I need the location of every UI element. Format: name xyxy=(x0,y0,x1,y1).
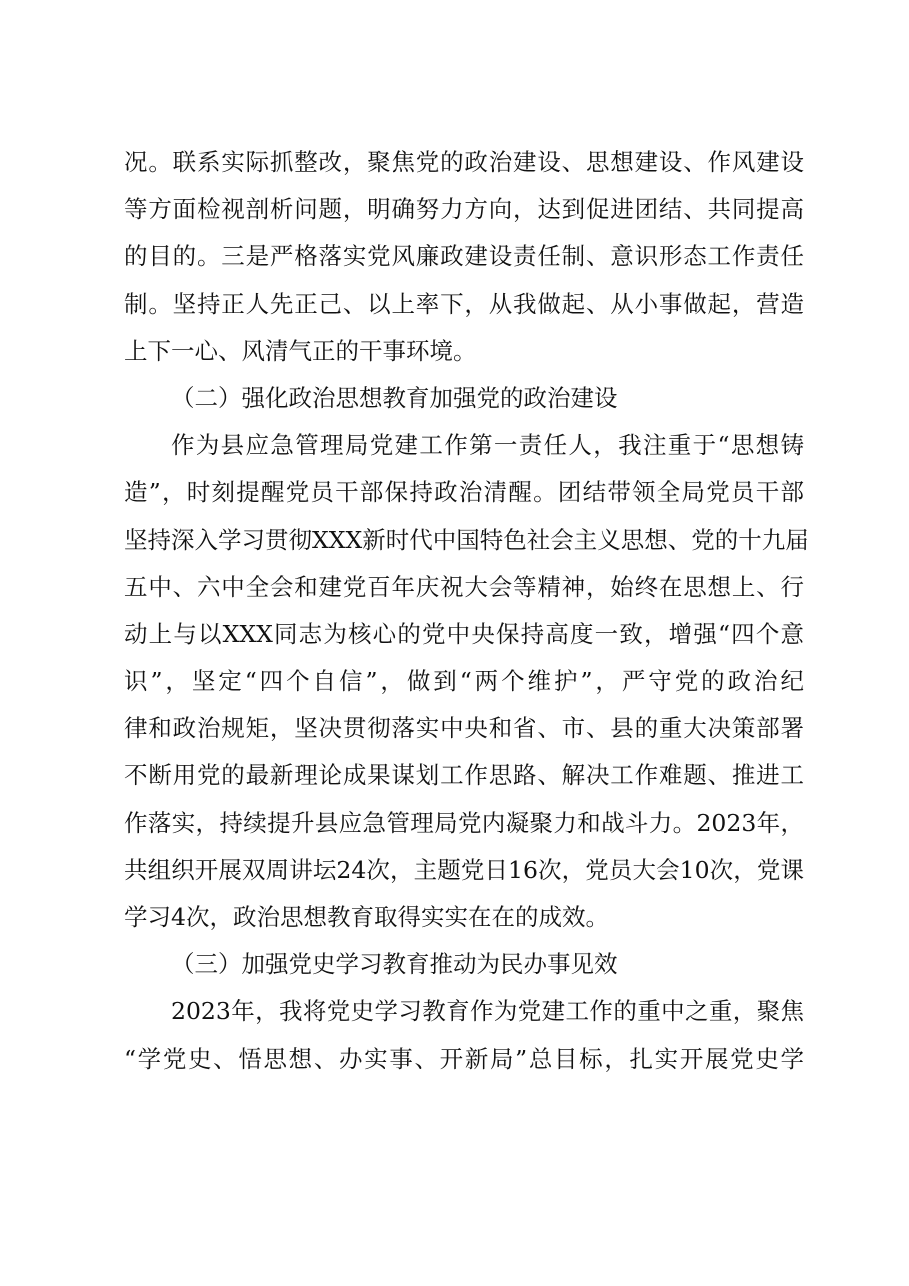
paragraph-line: 2023年，我将党史学习教育作为党建工作的重中之重，聚焦 xyxy=(171,997,804,1026)
paragraph-line: 共组织开展双周讲坛24次，主题党日16次，党员大会10次，党课 xyxy=(124,855,804,884)
paragraph-line: 上下一心、风清气正的干事环境。 xyxy=(124,336,477,365)
document-body xyxy=(124,139,809,1083)
paragraph-line: 的目的。三是严格落实党风廉政建设责任制、意识形态工作责任 xyxy=(124,242,804,271)
paragraph-line: 律和政治规矩，坚决贯彻落实中央和省、市、县的重大决策部署 xyxy=(124,714,804,743)
paragraph-line: 作为县应急管理局党建工作第一责任人，我注重于“思想铸 xyxy=(171,431,804,460)
section-heading: （二）强化政治思想教育加强党的政治建设 xyxy=(171,383,618,412)
paragraph-line: 等方面检视剖析问题，明确努力方向，达到促进团结、共同提高 xyxy=(124,195,804,224)
paragraph-line: 况。联系实际抓整改，聚焦党的政治建设、思想建设、作风建设 xyxy=(124,148,804,176)
paragraph-line: 作落实，持续提升县应急管理局党内凝聚力和战斗力。2023年， xyxy=(124,808,804,837)
paragraph-line: 学习4次，政治思想教育取得实实在在的成效。 xyxy=(124,903,609,931)
paragraph-line: 造”，时刻提醒党员干部保持政治清醒。团结带领全局党员干部 xyxy=(124,478,804,507)
paragraph-line: 五中、六中全会和建党百年庆祝大会等精神，始终在思想上、行 xyxy=(124,572,804,601)
paragraph-line: 制。坚持正人先正己、以上率下，从我做起、从小事做起，营造 xyxy=(124,289,804,318)
paragraph-line: 坚持深入学习贯彻XXX新时代中国特色社会主义思想、党的十九届 xyxy=(124,525,809,554)
paragraph-line: 不断用党的最新理论成果谋划工作思路、解决工作难题、推进工 xyxy=(124,761,804,790)
paragraph-line: 识”，坚定“四个自信”，做到“两个维护”，严守党的政治纪 xyxy=(124,667,804,696)
section-heading: （三）加强党史学习教育推动为民办事见效 xyxy=(171,950,618,979)
paragraph-line: 动上与以XXX同志为核心的党中央保持高度一致，增强“四个意 xyxy=(124,619,804,648)
paragraph-line: “学党史、悟思想、办实事、开新局”总目标，扎实开展党史学 xyxy=(124,1044,804,1073)
